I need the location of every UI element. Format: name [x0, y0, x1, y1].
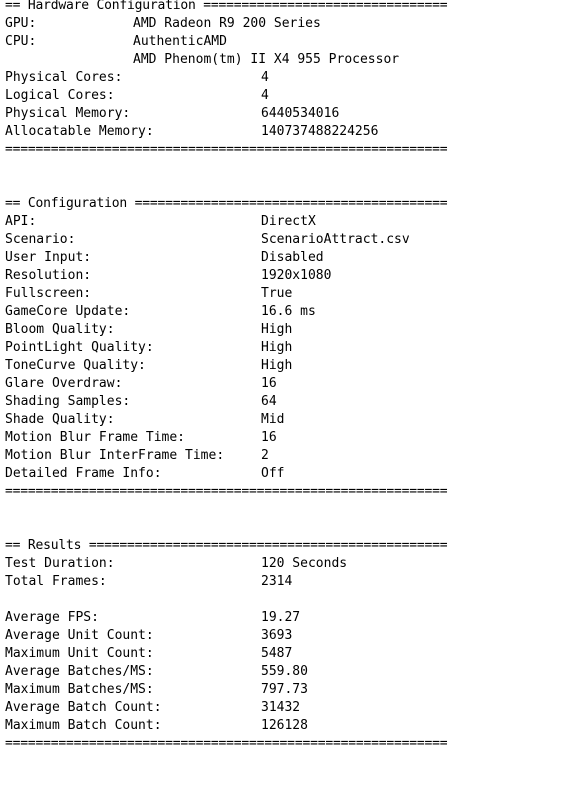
physical-cores-label: Physical Cores:: [5, 70, 123, 85]
gpu-row: [5, 15, 321, 33]
gpu-value: AMD Radeon R9 200 Series: [133, 16, 321, 31]
item-value: DirectX: [261, 214, 316, 229]
item-label: Test Duration:: [5, 556, 115, 571]
logical-cores-row: [5, 87, 269, 105]
item-value: Disabled: [261, 250, 324, 265]
item-value: 31432: [261, 700, 301, 715]
item-label: Glare Overdraw:: [5, 376, 123, 391]
item-value: 1920x1080: [261, 268, 332, 283]
cpu-model-row: [5, 51, 400, 69]
item-value: True: [261, 286, 293, 301]
configuration-header: == Configuration =========================================: [5, 196, 448, 211]
item-label: Average FPS:: [5, 610, 99, 625]
item-value: 120 Seconds: [261, 556, 348, 571]
allocatable-memory-value: 140737488224256: [261, 124, 379, 139]
physical-cores-value: 4: [261, 70, 269, 85]
item-value: High: [261, 340, 293, 355]
item-label: Maximum Batch Count:: [5, 718, 162, 733]
item-label: User Input:: [5, 250, 92, 265]
physical-memory-value: 6440534016: [261, 106, 340, 121]
item-value: Off: [261, 466, 285, 481]
item-label: Shade Quality:: [5, 412, 115, 427]
results-footer: ==========================================================: [5, 736, 448, 751]
hardware-footer: ==========================================================: [5, 142, 448, 157]
item-value: 64: [261, 394, 277, 409]
item-label: Total Frames:: [5, 574, 107, 589]
item-label: Resolution:: [5, 268, 92, 283]
item-value: 3693: [261, 628, 293, 643]
cpu-row: [5, 33, 227, 51]
allocatable-memory-label: Allocatable Memory:: [5, 124, 154, 139]
item-value: 5487: [261, 646, 293, 661]
results-header: == Results ===============================================: [5, 538, 448, 553]
cpu-label: CPU:: [5, 34, 37, 49]
item-label: Maximum Batches/MS:: [5, 682, 154, 697]
item-label: Average Batch Count:: [5, 700, 162, 715]
physical-cores-row: [5, 69, 269, 87]
item-label: PointLight Quality:: [5, 340, 154, 355]
item-label: Motion Blur Frame Time:: [5, 430, 186, 445]
item-value: High: [261, 322, 293, 337]
item-value: High: [261, 358, 293, 373]
item-value: 16.6 ms: [261, 304, 316, 319]
hardware-header: == Hardware Configuration ================================: [5, 0, 448, 13]
allocatable-memory-row: [5, 123, 379, 141]
item-value: 126128: [261, 718, 308, 733]
item-value: 19.27: [261, 610, 301, 625]
item-value: 559.80: [261, 664, 308, 679]
cpu-vendor: AuthenticAMD: [133, 34, 227, 49]
item-value: 16: [261, 376, 277, 391]
item-label: Average Batches/MS:: [5, 664, 154, 679]
logical-cores-value: 4: [261, 88, 269, 103]
item-value: 2: [261, 448, 269, 463]
item-value: 797.73: [261, 682, 308, 697]
item-label: Motion Blur InterFrame Time:: [5, 448, 225, 463]
item-value: 16: [261, 430, 277, 445]
gpu-label: GPU:: [5, 16, 37, 31]
item-label: Average Unit Count:: [5, 628, 154, 643]
item-label: Scenario:: [5, 232, 76, 247]
item-value: 2314: [261, 574, 293, 589]
item-label: GameCore Update:: [5, 304, 131, 319]
item-label: Bloom Quality:: [5, 322, 115, 337]
item-label: Fullscreen:: [5, 286, 92, 301]
item-value: Mid: [261, 412, 285, 427]
item-label: Shading Samples:: [5, 394, 131, 409]
cpu-model: AMD Phenom(tm) II X4 955 Processor: [133, 52, 400, 67]
item-label: API:: [5, 214, 37, 229]
item-label: ToneCurve Quality:: [5, 358, 146, 373]
item-label: Maximum Unit Count:: [5, 646, 154, 661]
physical-memory-label: Physical Memory:: [5, 106, 131, 121]
item-label: Detailed Frame Info:: [5, 466, 162, 481]
item-value: ScenarioAttract.csv: [261, 232, 410, 247]
configuration-footer: ==========================================================: [5, 484, 448, 499]
logical-cores-label: Logical Cores:: [5, 88, 115, 103]
physical-memory-row: [5, 105, 340, 123]
